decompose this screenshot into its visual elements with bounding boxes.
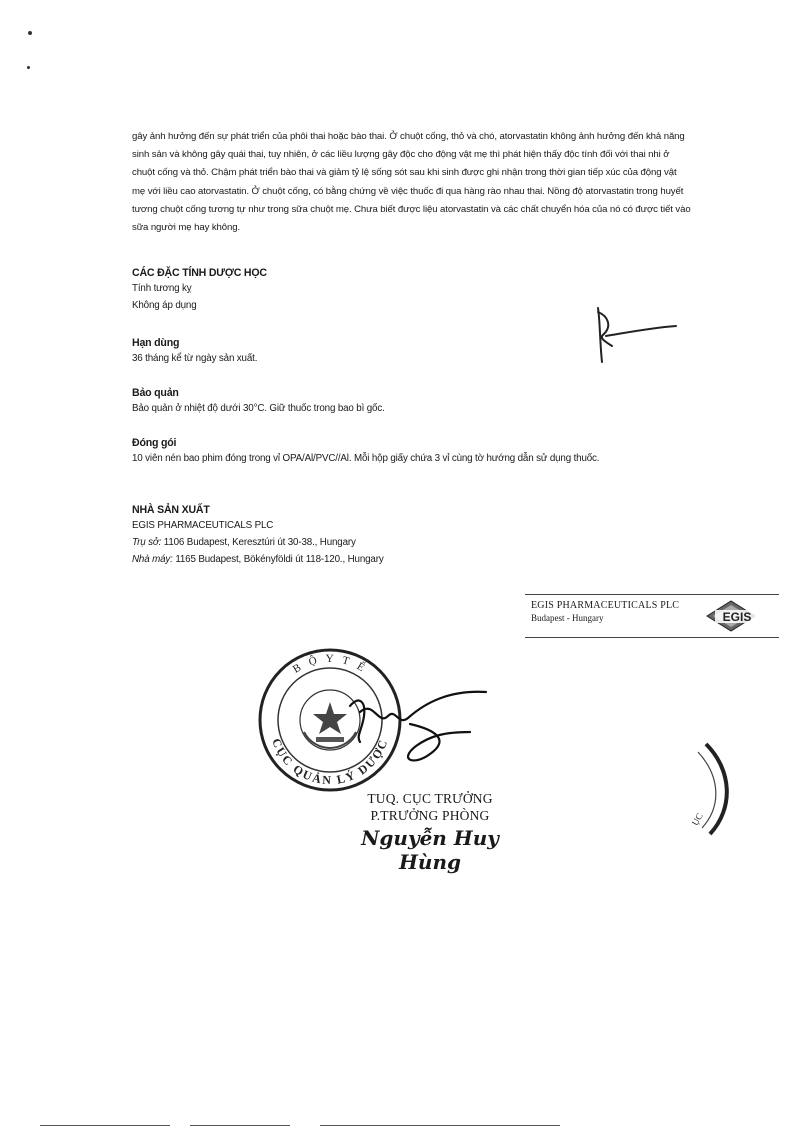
seal-top-text: B Ộ Y T Ế — [290, 652, 370, 676]
national-emblem-icon — [300, 690, 360, 750]
svg-text:CỤC QUẢN LÝ DƯỢC — [269, 736, 391, 787]
seal-bottom-text: CỤC QUẢN LÝ DƯỢC — [269, 736, 391, 788]
incompatibility-text: Không áp dụng — [132, 300, 197, 311]
storage-heading: Bảo quản — [132, 387, 179, 399]
pharmaceutical-heading: CÁC ĐẶC TÍNH DƯỢC HỌC — [132, 267, 267, 279]
bottom-rule-right — [320, 1125, 560, 1126]
manufacturer-company: EGIS PHARMACEUTICALS PLC — [132, 520, 274, 531]
manufacturer-heading: NHÀ SẢN XUẤT — [132, 504, 210, 516]
intro-paragraph: gây ảnh hưởng đến sự phát triển của phôi thai hoặc bào thai. Ở chuột cống, thỏ và chó, atorvastatin không ảnh hưởng đến khả năng sinh sản và không gây quái thai, tuy nhiên, ở các liều lượng gây độc cho động vật mẹ thì phát hiện thấy độc tính đối với thai nhi ở chuột cống và thỏ. Chậm phát triển bào thai và giảm tỷ lệ sống sót sau khi sinh được ghi nhận trong thời gian tiếp xúc của động vật mẹ với liều cao atorvastatin. Ở chuột cống, có bằng chứng về việc thuốc đi qua hàng rào nhau thai. Nồng độ atorvastatin trong huyết tương chuột cống tương tự như trong sữa chuột mẹ. Chưa biết được liệu atorvastatin và các chất chuyển hóa của nó có được tiết vào sữa người mẹ hay không. — [132, 131, 691, 234]
head-office-label: Trụ sở: — [132, 537, 162, 548]
bottom-rule-mid — [190, 1125, 290, 1126]
shelf-life-heading: Hạn dùng — [132, 337, 180, 349]
egis-logo-text: EGIS — [722, 610, 752, 624]
incompatibility-subheading: Tính tương kỵ — [132, 283, 192, 294]
stamp-city: Budapest - Hungary — [531, 613, 604, 623]
packaging-heading: Đóng gói — [132, 437, 177, 449]
partial-seal — [690, 744, 727, 834]
head-office-address: 1106 Budapest, Keresztúri út 30-38., Hungary — [163, 537, 356, 548]
signatory-title-line2: P.TRƯỞNG PHÒNG — [370, 808, 490, 823]
factory-address: 1165 Budapest, Bökényföldi út 118-120., Hungary — [175, 554, 384, 565]
packaging-text: 10 viên nén bao phim đóng trong vỉ OPA/Al/PVC//Al. Mỗi hộp giấy chứa 3 vỉ cùng tờ hướng dẫn sử dụng thuốc. — [132, 453, 600, 464]
bottom-rule-left — [40, 1125, 170, 1126]
official-seal — [260, 650, 400, 790]
storage-text: Bảo quản ở nhiệt độ dưới 30°C. Giữ thuốc trong bao bì gốc. — [132, 403, 385, 414]
initials-mark — [598, 308, 676, 362]
stamp-company-name: EGIS PHARMACEUTICALS PLC — [531, 600, 680, 611]
official-signature — [350, 692, 486, 761]
signatory-name: Nguyễn Huy Hùng — [361, 826, 499, 874]
factory-label: Nhà máy: — [132, 554, 173, 565]
signature-block — [335, 790, 525, 874]
shelf-life-text: 36 tháng kể từ ngày sản xuất. — [132, 353, 258, 364]
signatory-title-line1: TUQ. CỤC TRƯỞNG — [367, 791, 493, 806]
partial-seal-text: ỤC — [689, 811, 705, 828]
